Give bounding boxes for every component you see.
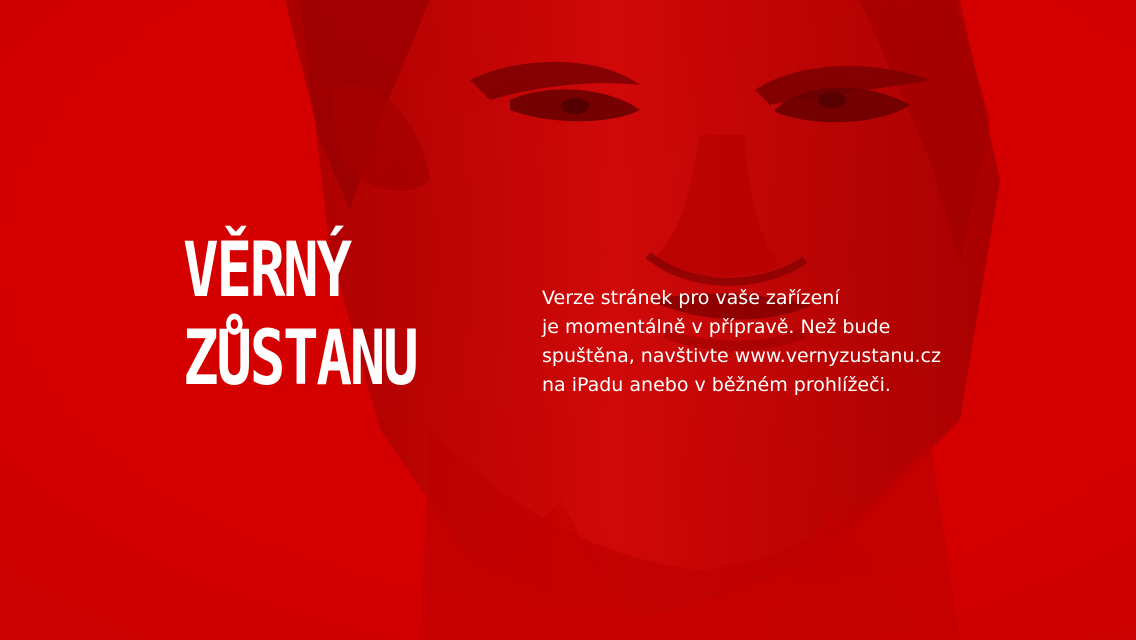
message-line-2: je momentálně v přípravě. Než bude: [542, 316, 891, 338]
message-line-3: spuštěna, navštivte www.vernyzustanu.cz: [542, 345, 941, 367]
message-line-4: na iPadu anebo v běžném prohlížeči.: [542, 374, 891, 396]
logo-title-line-1: VĚRNÝ: [183, 225, 350, 314]
verny-zustanu-logo: [183, 225, 443, 404]
device-unavailable-message: [542, 284, 992, 400]
logo-title-line-2: ZŮSTANU: [183, 313, 417, 402]
message-line-1: Verze stránek pro vaše zařízení: [542, 287, 840, 309]
